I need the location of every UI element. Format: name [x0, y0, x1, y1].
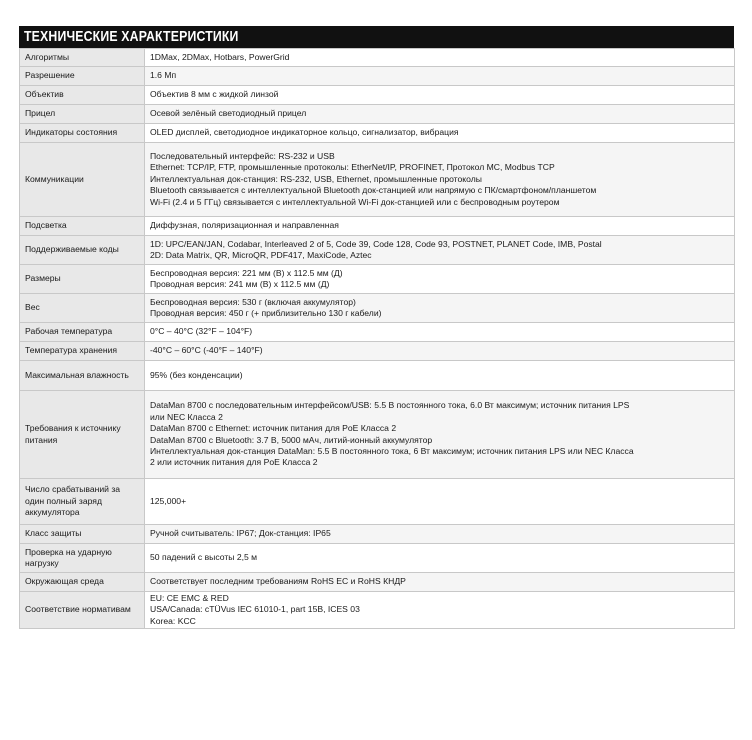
spec-value-line: Интеллектуальная док-станция: RS-232, USB, Ethernet, промышленные протоколы: [150, 173, 482, 184]
spec-sheet: [19, 26, 734, 629]
spec-label: Требования к источнику питания: [20, 391, 145, 479]
spec-value: [145, 592, 735, 629]
spec-row: [20, 67, 735, 86]
spec-row: [20, 143, 735, 217]
spec-row: [20, 323, 735, 342]
spec-value-line: 1DMax, 2DMax, Hotbars, PowerGrid: [150, 51, 290, 62]
spec-value-line: DataMan 8700 с Ethernet: источник питания для PoE Класса 2: [150, 423, 397, 434]
spec-label: Алгоритмы: [20, 49, 145, 67]
spec-value-line: Беспроводная версия: 221 мм (В) х 112.5 мм (Д): [150, 267, 343, 278]
spec-value-line: 125,000+: [150, 495, 187, 506]
spec-value: [145, 479, 735, 525]
spec-value-line: Wi-Fi (2.4 и 5 ГГц) связывается с интеллектуальной Wi-Fi док-станцией или с беспроводным роутером: [150, 196, 560, 207]
spec-value-line: 2D: Data Matrix, QR, MicroQR, PDF417, MaxiCode, Aztec: [150, 250, 372, 260]
spec-value: [145, 265, 735, 294]
spec-label: Вес: [20, 294, 145, 323]
spec-row: [20, 544, 735, 573]
spec-value-line: 1.6 Мп: [150, 70, 177, 81]
spec-row: [20, 49, 735, 67]
spec-label: Температура хранения: [20, 342, 145, 361]
spec-value: [145, 105, 735, 124]
spec-label: Подсветка: [20, 217, 145, 236]
spec-value-line: Ethernet: TCP/IP, FTP, промышленные протоколы: EtherNet/IP, PROFINET, Протокол MC, Modbus TCP: [150, 162, 555, 173]
spec-row: [20, 391, 735, 479]
spec-row: [20, 361, 735, 391]
spec-value: [145, 525, 735, 544]
spec-row: [20, 525, 735, 544]
spec-value: [145, 323, 735, 342]
spec-label: Максимальная влажность: [20, 361, 145, 391]
spec-value: [145, 143, 735, 217]
spec-value-line: Диффузная, поляризационная и направленная: [150, 220, 339, 231]
spec-value-line: 1D: UPC/EAN/JAN, Codabar, Interleaved 2 of 5, Code 39, Code 128, Code 93, POSTNET, PLANET Code, IMB, Postal: [150, 238, 602, 249]
spec-value-line: Korea: KCC: [150, 615, 196, 626]
spec-row: [20, 236, 735, 265]
spec-value-line: OLED дисплей, светодиодное индикаторное кольцо, сигнализатор, вибрация: [150, 127, 459, 138]
spec-value: [145, 67, 735, 86]
spec-row: [20, 124, 735, 143]
section-title-bar: [19, 26, 734, 48]
spec-value-line: Bluetooth связывается с интеллектуальной Bluetooth док-станцией или напрямую с ПК/смартфоном/планшетом: [150, 185, 597, 196]
spec-value: [145, 236, 735, 265]
spec-table: [19, 48, 735, 629]
spec-value: [145, 342, 735, 361]
spec-row: [20, 592, 735, 629]
spec-label: Соответствие нормативам: [20, 592, 145, 629]
spec-value-line: Беспроводная версия: 530 г (включая аккумулятор): [150, 296, 356, 307]
spec-label: Рабочая температура: [20, 323, 145, 342]
spec-row: [20, 217, 735, 236]
spec-value-line: 50 падений с высоты 2,5 м: [150, 552, 258, 563]
spec-value-line: Проводная версия: 450 г (+ приблизительно 130 г кабели): [150, 308, 382, 318]
spec-value-line: Осевой зелёный светодиодный прицел: [150, 108, 307, 119]
spec-value-line: Последовательный интерфейс: RS-232 и USB: [150, 150, 335, 161]
spec-label: Поддерживаемые коды: [20, 236, 145, 265]
spec-value-line: или NEC Класса 2: [150, 411, 223, 422]
spec-label: Разрешение: [20, 67, 145, 86]
spec-label: Объектив: [20, 86, 145, 105]
spec-label: Прицел: [20, 105, 145, 124]
spec-value-line: Проводная версия: 241 мм (В) х 112.5 мм (Д): [150, 279, 330, 289]
spec-value-line: 95% (без конденсации): [150, 369, 243, 380]
spec-row: [20, 573, 735, 592]
spec-value-line: USA/Canada: cTÜVus IEC 61010-1, part 15B, ICES 03: [150, 604, 360, 615]
section-title: ТЕХНИЧЕСКИЕ ХАРАКТЕРИСТИКИ: [24, 28, 239, 45]
spec-row: [20, 342, 735, 361]
spec-row: [20, 105, 735, 124]
spec-value: [145, 391, 735, 479]
spec-label: Размеры: [20, 265, 145, 294]
spec-value-line: DataMan 8700 с последовательным интерфейсом/USB: 5.5 В постоянного тока, 6.0 Вт максимум; источник питания LPS: [150, 400, 630, 411]
spec-row: [20, 86, 735, 105]
spec-label: Окружающая среда: [20, 573, 145, 592]
spec-value: [145, 86, 735, 105]
spec-value: [145, 49, 735, 67]
spec-table-body: [20, 49, 735, 629]
spec-value-line: EU: CE EMC & RED: [150, 592, 229, 603]
spec-row: [20, 265, 735, 294]
spec-value-line: Соответствует последним требованиям RoHS ЕС и RoHS КНДР: [150, 576, 406, 587]
spec-value: [145, 217, 735, 236]
spec-value-line: -40°C – 60°C (-40°F – 140°F): [150, 345, 263, 356]
spec-value-line: Ручной считыватель: IP67; Док-станция: IP65: [150, 528, 331, 539]
spec-value-line: 0°C – 40°C (32°F – 104°F): [150, 326, 253, 337]
spec-value-line: Интеллектуальная док-станция DataMan: 5.5 В постоянного тока, 6 Вт максимум; источник питания LPS или NEC Класса: [150, 445, 634, 456]
spec-label: Класс защиты: [20, 525, 145, 544]
spec-label: Индикаторы состояния: [20, 124, 145, 143]
spec-value: [145, 124, 735, 143]
spec-row: [20, 479, 735, 525]
spec-label: Проверка на ударную нагрузку: [20, 544, 145, 573]
spec-value: [145, 361, 735, 391]
spec-row: [20, 294, 735, 323]
spec-label: Коммуникации: [20, 143, 145, 217]
spec-value: [145, 294, 735, 323]
spec-label: Число срабатываний за один полный заряд аккумулятора: [20, 479, 145, 525]
spec-value-line: 2 или источник питания для PoE Класса 2: [150, 457, 318, 468]
spec-value-line: Объектив 8 мм с жидкой линзой: [150, 89, 279, 100]
spec-value: [145, 544, 735, 573]
spec-value-line: DataMan 8700 с Bluetooth: 3.7 В, 5000 мАч, литий-ионный аккумулятор: [150, 434, 433, 445]
spec-value: [145, 573, 735, 592]
